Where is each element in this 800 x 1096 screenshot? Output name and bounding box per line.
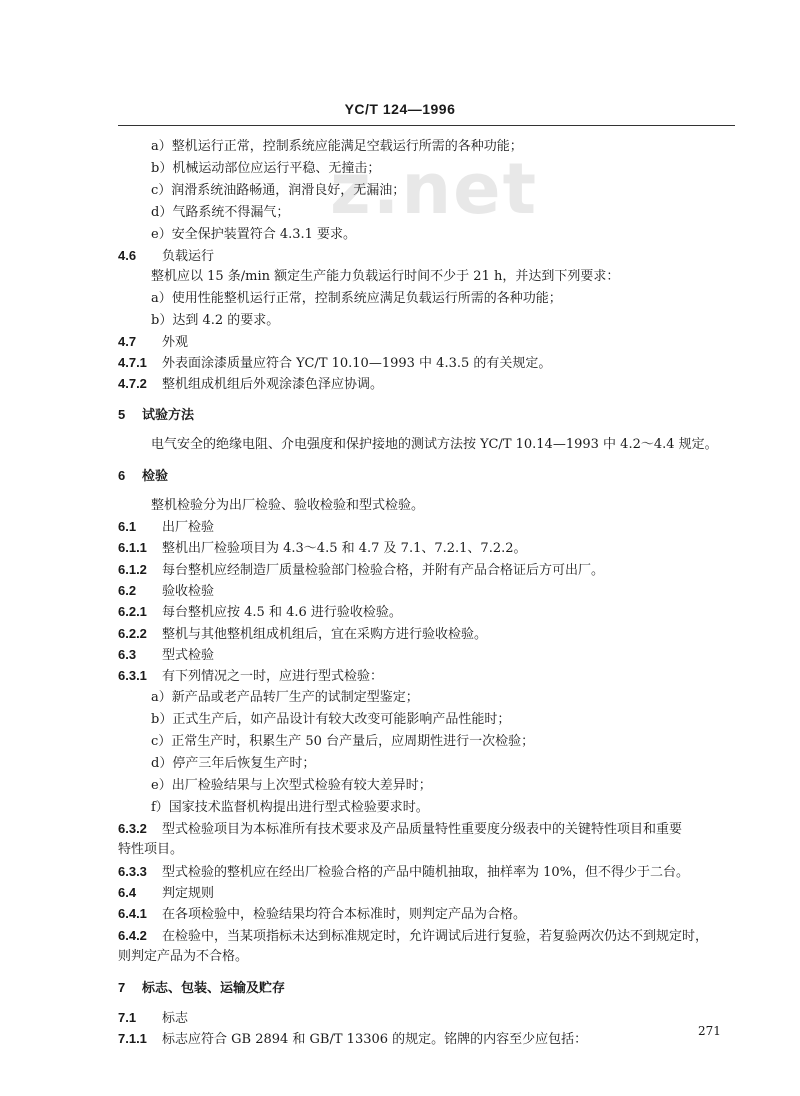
- line-text: 整机应以 15 条/min 额定生产能力负载运行时间不少于 21 h，并达到下列要求：: [151, 269, 620, 284]
- text-line: [118, 354, 551, 373]
- line-text: 每台整机应经制造厂质量检验部门检验合格，并附有产品合格证后方可出厂。: [162, 563, 605, 578]
- line-text: 电气安全的绝缘电阻、介电强度和保护接地的测试方法按 YC/T 10.14—1993 中 4.2～4.4 规定。: [151, 437, 718, 452]
- clause-number: 6.3.2: [118, 821, 147, 836]
- text-line: [118, 841, 183, 859]
- text-line: [118, 518, 214, 537]
- text-line: [118, 625, 487, 644]
- line-text: 外观: [162, 335, 189, 350]
- text-line: [151, 799, 429, 817]
- clause-number: 6: [118, 468, 126, 483]
- text-line: [151, 689, 419, 707]
- section-heading: [118, 406, 194, 425]
- line-text: 标志: [162, 1011, 189, 1026]
- line-text: 标志、包装、运输及贮存: [142, 981, 286, 996]
- line-text: 检验: [142, 469, 169, 484]
- line-text: c）润滑系统油路畅通，润滑良好，无漏油；: [151, 183, 406, 198]
- text-line: [151, 160, 380, 178]
- line-text: 负载运行: [162, 249, 215, 264]
- line-text: 标志应符合 GB 2894 和 GB/T 13306 的规定。铭牌的内容至少应包括：: [162, 1032, 588, 1047]
- text-line: [118, 820, 682, 839]
- text-line: [118, 927, 708, 946]
- line-text: 整机出厂检验项目为 4.3～4.5 和 4.7 及 7.1、7.2.1、7.2.2。: [162, 541, 527, 556]
- line-text: 判定规则: [162, 886, 215, 901]
- clause-number: 4.7: [118, 334, 137, 349]
- text-line: [151, 138, 523, 156]
- line-text: c）正常生产时，积累生产 50 台产量后，应周期性进行一次检验；: [151, 734, 535, 749]
- text-line: [151, 312, 279, 330]
- line-text: 验收检验: [162, 584, 215, 599]
- text-line: [118, 247, 214, 266]
- line-text: 在各项检验中，检验结果均符合本标准时，则判定产品为合格。: [162, 907, 527, 922]
- text-line: [151, 711, 510, 729]
- page-number: 271: [698, 1024, 721, 1038]
- clause-number: 6.3.3: [118, 864, 147, 879]
- line-text: 在检验中，当某项指标未达到标准规定时，允许调试后进行复验，若复验两次仍达不到规定时，: [162, 929, 709, 944]
- clause-number: 4.7.1: [118, 355, 147, 370]
- line-text: b）正式生产后，如产品设计有较大改变可能影响产品性能时；: [151, 712, 511, 727]
- text-line: [118, 667, 383, 686]
- section-heading: [118, 979, 285, 998]
- line-text: a）新产品或老产品转厂生产的试制定型鉴定；: [151, 690, 419, 705]
- line-text: b）达到 4.2 的要求。: [151, 313, 280, 328]
- text-line: [118, 884, 214, 903]
- text-line: [151, 268, 619, 286]
- line-text: 整机组成机组后外观涂漆色泽应协调。: [162, 377, 384, 392]
- clause-number: 6.3: [118, 647, 137, 662]
- clause-number: 7.1: [118, 1010, 137, 1025]
- line-text: b）机械运动部位应运行平稳、无撞击；: [151, 161, 381, 176]
- text-line: [118, 375, 383, 394]
- clause-number: 7.1.1: [118, 1031, 147, 1046]
- line-text: 整机检验分为出厂检验、验收检验和型式检验。: [151, 498, 425, 513]
- line-text: 外表面涂漆质量应符合 YC/T 10.10—1993 中 4.3.5 的有关规定。: [162, 356, 552, 371]
- text-line: [118, 863, 689, 882]
- text-line: [118, 1030, 587, 1049]
- line-text: 型式检验的整机应在经出厂检验合格的产品中随机抽取，抽样率为 10%，但不得少于二台。: [162, 865, 690, 880]
- text-line: [151, 777, 432, 795]
- clause-number: 6.3.1: [118, 668, 147, 683]
- text-line: [151, 436, 718, 454]
- text-line: [151, 497, 424, 515]
- text-line: [151, 226, 356, 244]
- text-line: [151, 182, 405, 200]
- watermark: z.net: [330, 148, 539, 230]
- line-text: 型式检验项目为本标准所有技术要求及产品质量特性重要度分级表中的关键特性项目和重要: [162, 822, 683, 837]
- text-line: [118, 582, 214, 601]
- section-heading: [118, 467, 168, 486]
- text-line: [118, 333, 188, 352]
- line-text: 型式检验: [162, 648, 215, 663]
- clause-number: 6.1.1: [118, 540, 147, 555]
- text-line: [151, 755, 315, 773]
- line-text: 出厂检验: [162, 520, 215, 535]
- page-header: YC/T 124—1996: [344, 101, 456, 117]
- clause-number: 6.1.2: [118, 562, 147, 577]
- line-text: 特性项目。: [118, 842, 184, 857]
- clause-number: 4.6: [118, 248, 137, 263]
- text-line: [118, 1009, 188, 1028]
- text-line: [118, 948, 248, 966]
- clause-number: 5: [118, 407, 126, 422]
- text-line: [118, 561, 604, 580]
- text-line: [151, 733, 534, 751]
- line-text: a）使用性能整机运行正常，控制系统应满足负载运行所需的各种功能；: [151, 291, 562, 306]
- header-rule: [118, 125, 735, 126]
- text-line: [118, 539, 527, 558]
- clause-number: 4.7.2: [118, 376, 147, 391]
- clause-number: 6.1: [118, 519, 137, 534]
- text-line: [118, 603, 402, 622]
- line-text: a）整机运行正常，控制系统应能满足空载运行所需的各种功能；: [151, 139, 523, 154]
- clause-number: 6.4.2: [118, 928, 147, 943]
- clause-number: 6.2.2: [118, 626, 147, 641]
- line-text: e）安全保护装置符合 4.3.1 要求。: [151, 227, 357, 242]
- line-text: e）出厂检验结果与上次型式检验有较大差异时；: [151, 778, 432, 793]
- clause-number: 6.4.1: [118, 906, 147, 921]
- line-text: f）国家技术监督机构提出进行型式检验要求时。: [151, 800, 429, 815]
- clause-number: 6.4: [118, 885, 137, 900]
- line-text: 整机与其他整机组成机组后，宜在采购方进行验收检验。: [162, 627, 488, 642]
- line-text: 每台整机应按 4.5 和 4.6 进行验收检验。: [162, 605, 402, 620]
- line-text: 则判定产品为不合格。: [118, 949, 249, 964]
- text-line: [118, 905, 526, 924]
- clause-number: 7: [118, 980, 126, 995]
- text-line: [151, 290, 562, 308]
- line-text: 有下列情况之一时，应进行型式检验：: [162, 669, 384, 684]
- text-line: [118, 646, 214, 665]
- line-text: d）停产三年后恢复生产时；: [151, 756, 316, 771]
- clause-number: 6.2: [118, 583, 137, 598]
- line-text: d）气路系统不得漏气；: [151, 205, 290, 220]
- clause-number: 6.2.1: [118, 604, 147, 619]
- text-line: [151, 204, 289, 222]
- line-text: 试验方法: [142, 408, 195, 423]
